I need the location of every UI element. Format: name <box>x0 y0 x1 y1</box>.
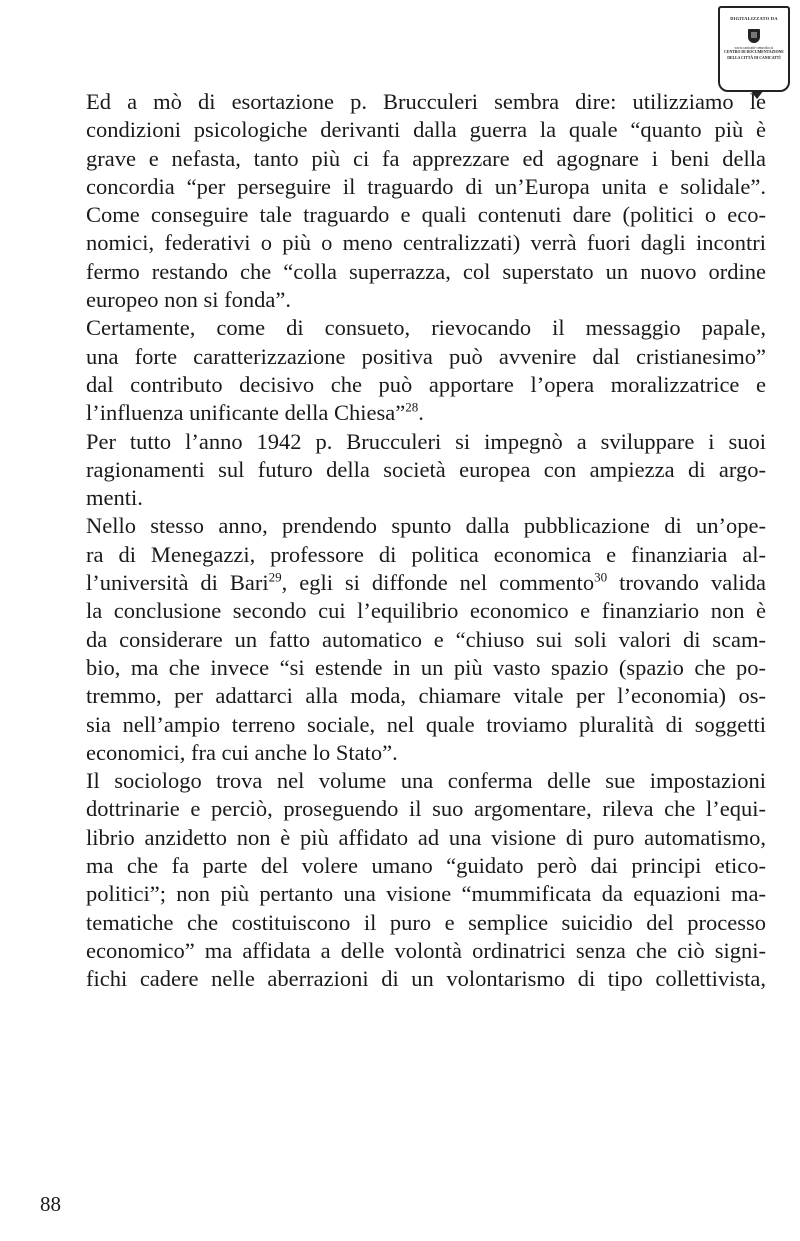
text-line: nomici, federativi o più o meno centralizzati) verrà fuori dagli incontri <box>86 230 766 256</box>
text-line: Certamente, come di consueto, rievocando il messaggio papale, <box>86 315 766 341</box>
text-line: da considerare un fatto automatico e “chiuso sui soli valori di scam- <box>86 626 766 652</box>
text-line: Ed a mò di esortazione p. Brucculeri sembra dire: utilizziamo le <box>86 89 766 114</box>
text-line: tremmo, per adattarci alla moda, chiamare vitale per l’economia) os- <box>86 683 766 709</box>
text-line: sia nell’ampio terreno sociale, nel quale troviamo pluralità di soggetti <box>86 711 766 737</box>
text-line: Nello stesso anno, prendendo spunto dalla pubblicazione di un’ope- <box>86 513 766 539</box>
text-line: ragionamenti sul futuro della società europea con ampiezza di argo- <box>86 456 766 482</box>
footnote-ref: 29 <box>268 569 282 585</box>
text-line: politici”; non più pertanto una visione “mummificata da equazioni ma- <box>86 881 766 907</box>
stamp-line-1: CENTRO DI DOCUMENTAZIONE <box>724 50 784 54</box>
text-line: dottrinarie e perciò, proseguendo il suo argomentare, rileva che l’equi- <box>86 796 766 822</box>
text-run: , egli si diffonde nel commento <box>281 570 595 596</box>
body-text <box>40 88 766 994</box>
paragraph-5 <box>40 767 766 993</box>
text-line: ma che fa parte del volere umano “guidato però dai principi etico- <box>86 853 766 879</box>
stamp-site: www.canicatti-centrodoc.it <box>734 46 774 50</box>
text-line: economico” ma affidata a delle volontà ordinatrici senza che ciò signi- <box>86 937 766 963</box>
text-line: la conclusione secondo cui l’equilibrio economico e finanziario non è <box>86 598 766 624</box>
footnote-ref: 30 <box>594 569 608 585</box>
text-line: fichi cadere nelle aberrazioni di un volontarismo di tipo collettivista, <box>86 966 766 992</box>
text-line: Per tutto l’anno 1942 p. Brucculeri si impegnò a sviluppare i suoi <box>86 428 766 454</box>
text-line: Il sociologo trova nel volume una conferma delle sue impostazioni <box>86 768 766 794</box>
stamp-title: DIGITALIZZATO DA <box>730 16 778 21</box>
text-line <box>40 399 766 427</box>
text-line: ra di Menegazzi, professore di politica economica e finanziaria al- <box>86 541 766 567</box>
text-line <box>40 569 766 597</box>
text-line: fermo restando che “colla superrazza, col superstato un nuovo ordine <box>86 258 766 284</box>
stamp-line-2: DELLA CITTÀ DI CANICATTÌ <box>727 55 781 60</box>
text-line: una forte caratterizzazione positiva può avvenire dal cristianesimo” <box>86 343 766 369</box>
text-line: dal contributo decisivo che può apportare l’opera moralizzatrice e <box>86 371 766 397</box>
text-line: librio anzidetto non è più affidato ad una visione di puro automatismo, <box>86 824 766 850</box>
text-line: economici, fra cui anche lo Stato”. <box>86 739 398 765</box>
footnote-ref: 28 <box>405 399 419 415</box>
text-line: grave e nefasta, tanto più ci fa apprezzare ed agognare i beni della <box>86 145 766 171</box>
text-line: tematiche che costituiscono il puro e semplice suicidio del processo <box>86 909 766 935</box>
city-crest-icon <box>748 29 760 43</box>
text-line: bio, ma che invece “si estende in un più vasto spazio (spazio che po- <box>86 654 766 680</box>
paragraph-1 <box>40 88 766 314</box>
text-run: trovando valida <box>607 570 766 596</box>
page-number: 88 <box>40 1192 61 1216</box>
text-line: concordia “per perseguire il traguardo di un’Europa unita e solidale”. <box>86 173 766 199</box>
text-line: Come conseguire tale traguardo e quali contenuti dare (politici o eco- <box>86 202 766 228</box>
paragraph-4 <box>40 512 766 767</box>
paragraph-2 <box>40 314 766 427</box>
text-run: . <box>418 400 424 426</box>
text-line: europeo non si fonda”. <box>86 287 291 313</box>
paragraph-3 <box>40 428 766 513</box>
digitization-stamp <box>718 6 790 92</box>
text-line: condizioni psicologiche derivanti dalla guerra la quale “quanto più è <box>86 117 766 143</box>
text-run: l’università di Bari <box>86 570 269 596</box>
text-line: menti. <box>86 485 143 511</box>
text-run: l’influenza unificante della Chiesa” <box>86 400 406 426</box>
